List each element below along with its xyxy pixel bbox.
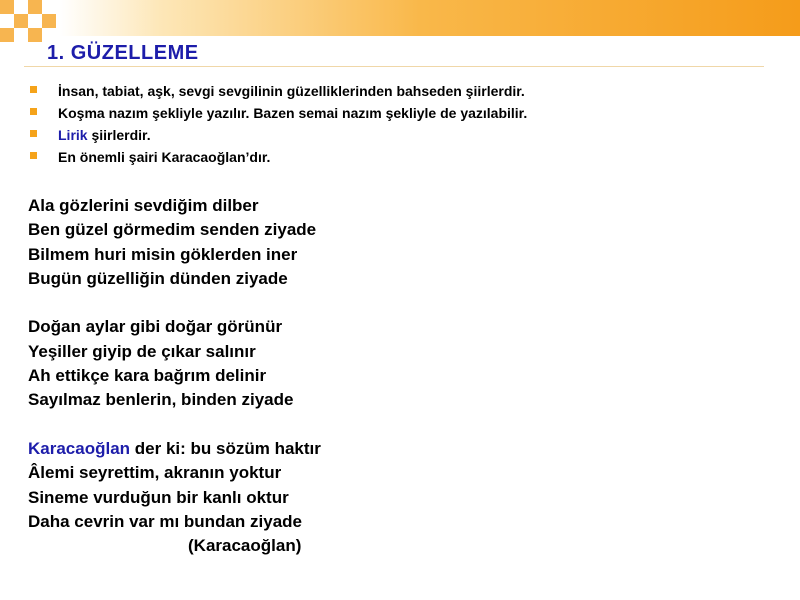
bullet-text: İnsan, tabiat, aşk, sevgi sevgilinin güzelliklerinden bahseden şiirlerdir. [58, 83, 525, 99]
checker-decoration [0, 0, 64, 48]
bullet-square-icon [30, 108, 37, 115]
stanza-gap [28, 291, 321, 315]
bullet-accent-text: Lirik [58, 127, 88, 143]
bullet-square-icon [30, 130, 37, 137]
poem-line: Yeşiller giyip de çıkar salınır [28, 341, 256, 361]
bullet-list [28, 80, 527, 168]
poem-line: Doğan aylar gibi doğar görünür [28, 317, 283, 337]
header-band [0, 0, 800, 36]
bullet-item [28, 102, 527, 124]
bullet-item [28, 124, 527, 146]
poem-line: Ben güzel görmedim senden ziyade [28, 220, 317, 240]
poem-line: Âlemi seyrettim, akranın yoktur [28, 463, 282, 483]
poem [28, 194, 321, 558]
bullet-square-icon [30, 86, 37, 93]
poet-name-accent: Karacaoğlan [28, 438, 131, 458]
poem-line: Ah ettikçe kara bağrım delinir [28, 366, 267, 386]
poem-line: Bugün güzelliğin dünden ziyade [28, 268, 288, 288]
bullet-square-icon [30, 152, 37, 159]
bullet-text: Koşma nazım şekliyle yazılır. Bazen semai nazım şekliyle de yazılabilir. [58, 105, 528, 121]
poem-line: Bilmem huri misin göklerden iner [28, 244, 298, 264]
poem-signature: (Karacaoğlan) [188, 536, 302, 556]
bullet-item [28, 80, 527, 102]
bullet-text: En önemli şairi Karacaoğlan’dır. [58, 149, 271, 165]
title-divider [24, 66, 764, 67]
poem-line: Sineme vurduğun bir kanlı oktur [28, 487, 289, 507]
poem-line: Ala gözlerini sevdiğim dilber [28, 196, 259, 215]
poem-line: Sayılmaz benlerin, binden ziyade [28, 390, 294, 410]
poem-line-rest: der ki: bu sözüm haktır [130, 438, 321, 458]
stanza-gap [28, 413, 321, 437]
slide-title: 1. GÜZELLEME [47, 42, 199, 64]
bullet-item [28, 146, 527, 168]
poem-line: Daha cevrin var mı bundan ziyade [28, 511, 302, 531]
bullet-text: şiirlerdir. [87, 127, 151, 143]
poem-line [28, 437, 321, 461]
